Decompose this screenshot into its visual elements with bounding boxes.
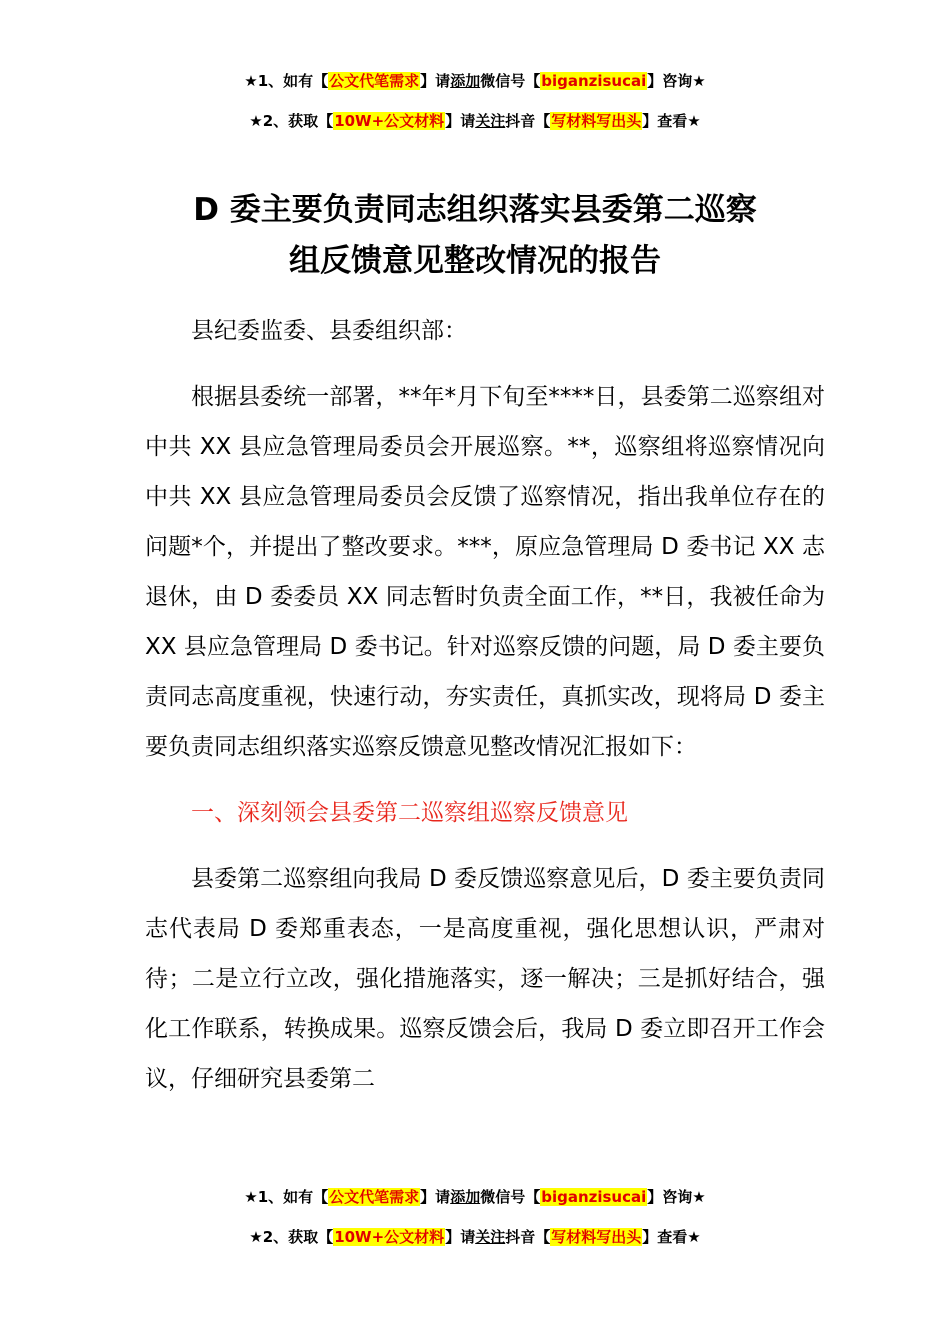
banner-text: 】查看★ (642, 1228, 701, 1246)
title-line-1: D 委主要负责同志组织落实县委第二巡察 (193, 192, 757, 228)
banner-highlight: 10W+公文材料 (334, 1228, 445, 1246)
document-body (145, 306, 825, 1104)
banner-text: ★2、获取【 (249, 1228, 334, 1246)
banner-text: 】查看★ (642, 112, 701, 130)
banner-text: 】请 (420, 1188, 451, 1206)
banner-highlight: 公文代笔需求 (329, 72, 420, 90)
section-heading-1: 一、深刻领会县委第二巡察组巡察反馈意见 (191, 800, 628, 826)
paragraph-1: 根据县委统一部署，**年*月下旬至****日，县委第二巡察组对中共 XX 县应急管理局委员会开展巡察。**，巡察组将巡察情况向中共 XX 县应急管理局委员会反馈了巡察情况，指出我单位存在的问题*个，并提出了整改要求。***，原应急管理局 D 委书记 XX 志退休，由 D 委委员 XX 同志暂时负责全面工作，**日，我被任命为 XX 县应急管理局 D 委书记。针对巡察反馈的问题，局 D 委主要负责同志高度重视，快速行动，夯实责任，真抓实改，现将局 D 委主要负责同志组织落实巡察反馈意见整改情况汇报如下： (145, 384, 825, 760)
paragraph-2: 县委第二巡察组向我局 D 委反馈巡察意见后，D 委主要负责同志代表局 D 委郑重表态，一是高度重视，强化思想认识，严肃对待；二是立行立改，强化措施落实，逐一解决；三是抓好结合，强化工作联系，转换成果。巡察反馈会后，我局 D 委立即召开工作会议，仔细研究县委第二 (145, 866, 825, 1092)
banner-highlight: biganzisucai (541, 72, 647, 90)
top-banner-line-2 (0, 111, 950, 131)
title-line-2: 组反馈意见整改情况的报告 (289, 243, 661, 279)
banner-text: 】咨询★ (647, 1188, 706, 1206)
bottom-banner-line-1 (0, 1187, 950, 1207)
banner-underline: 添加 (450, 72, 481, 90)
banner-highlight: biganzisucai (541, 1188, 647, 1206)
banner-highlight: 10W+公文材料 (334, 112, 445, 130)
banner-underline: 关注 (475, 112, 506, 130)
banner-underline: 关注 (475, 1228, 506, 1246)
banner-highlight: 写材料写出头 (551, 1228, 642, 1246)
banner-text: 】请 (420, 72, 451, 90)
banner-text: 微信号【 (480, 72, 541, 90)
banner-text: 抖音【 (505, 1228, 551, 1246)
banner-text: ★1、如有【 (244, 72, 329, 90)
banner-text: 微信号【 (480, 1188, 541, 1206)
banner-highlight: 公文代笔需求 (329, 1188, 420, 1206)
bottom-banner-line-2 (0, 1227, 950, 1247)
banner-text: 】请 (445, 112, 476, 130)
banner-text: 】请 (445, 1228, 476, 1246)
banner-underline: 添加 (450, 1188, 481, 1206)
banner-highlight: 写材料写出头 (551, 112, 642, 130)
banner-text: ★2、获取【 (249, 112, 334, 130)
top-banner-line-1 (0, 71, 950, 91)
banner-text: ★1、如有【 (244, 1188, 329, 1206)
banner-text: 抖音【 (505, 112, 551, 130)
banner-text: 】咨询★ (647, 72, 706, 90)
salutation: 县纪委监委、县委组织部： (191, 318, 467, 344)
document-title (90, 185, 860, 287)
